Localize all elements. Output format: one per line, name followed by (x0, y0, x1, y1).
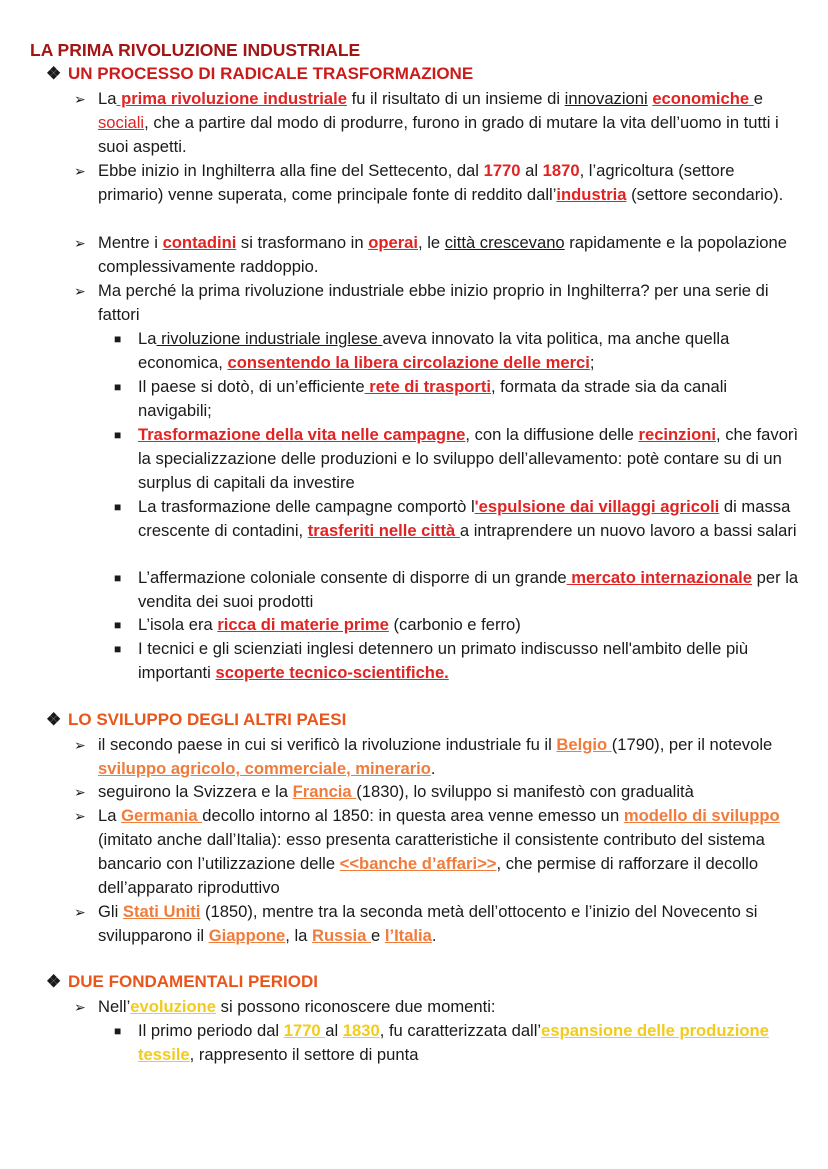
underlined-term: innovazioni (564, 89, 648, 108)
paragraph: ➢ La prima rivoluzione industriale fu il risultato di un insieme di innovazioni economiche e sociali, che a partire dal modo di produrre, furono in grado di mutare la vita dell’uomo in tutti i suoi aspetti. (74, 89, 779, 156)
underlined-term: città crescevano (444, 233, 565, 252)
highlight-term: recinzioni (638, 425, 716, 444)
highlight-date: 1870 (542, 161, 580, 180)
paragraph: ➢ Ma perché la prima rivoluzione industriale ebbe inizio proprio in Inghilterra? per una serie di fattori (74, 281, 769, 324)
highlight-term: contadini (162, 233, 237, 252)
list-item: ■ Il primo periodo dal 1770 al 1830, fu caratterizzata dall’espansione delle produzione tessile, rappresento il settore di punta (114, 1021, 769, 1064)
highlight-term: economiche (652, 89, 754, 108)
highlight-term: Germania (121, 806, 203, 825)
square-bullet-icon: ■ (114, 332, 122, 346)
arrow-bullet-icon: ➢ (74, 904, 86, 920)
highlight-term: Trasformazione della vita nelle campagne (138, 425, 466, 444)
highlight-term: l’Italia (384, 926, 432, 945)
arrow-bullet-icon: ➢ (74, 235, 86, 251)
highlight-term: Russia (311, 926, 371, 945)
square-bullet-icon: ■ (114, 642, 122, 656)
highlight-term: operai (368, 233, 418, 252)
list-item: ■ Trasformazione della vita nelle campagne, con la diffusione delle recinzioni, che favorì la specializzazione delle produzioni e lo sviluppo dell’allevamento: potè contare su di un surplus di capitali da investire (114, 425, 799, 492)
paragraph: ➢ Ebbe inizio in Inghilterra alla fine del Settecento, dal 1770 al 1870, l’agricoltura (settore primario) venne superata, come principale fonte di reddito dall’industria (settore secondario). (74, 161, 784, 204)
highlight-term: consentendo la libera circolazione delle merci (227, 353, 590, 372)
highlight-term: Giappone (208, 926, 286, 945)
highlight-term: rete di trasporti (364, 377, 491, 396)
arrow-bullet-icon: ➢ (74, 999, 86, 1015)
square-bullet-icon: ■ (114, 618, 122, 632)
highlight-term: <<banche d’affari>> (339, 854, 497, 873)
highlight-term: ricca di materie prime (217, 615, 389, 634)
section-heading-trasformazione (46, 64, 473, 84)
square-bullet-icon: ■ (114, 500, 122, 514)
square-bullet-icon: ■ (114, 428, 122, 442)
section-heading-periodi (46, 972, 318, 992)
section-heading-text: DUE FONDAMENTALI PERIODI (68, 972, 318, 991)
page-title: LA PRIMA RIVOLUZIONE INDUSTRIALE (30, 40, 361, 60)
highlight-term: espansione delle produzione tessile (138, 1021, 769, 1064)
highlight-term: modello di sviluppo (623, 806, 780, 825)
highlight-term: Stati Uniti (122, 902, 201, 921)
list-item: ■ Il paese si dotò, di un’efficiente rete di trasporti, formata da strade sia da canali navigabili; (114, 377, 728, 420)
paragraph: ➢ seguirono la Svizzera e la Francia (1830), lo sviluppo si manifestò con gradualità (98, 780, 803, 804)
paragraph: ➢ Gli Stati Uniti (1850), mentre tra la seconda metà dell’ottocento e l’inizio del Novecento si svilupparono il Giappone, la Russia e l’Italia. (74, 902, 758, 945)
arrow-bullet-icon: ➢ (74, 163, 86, 179)
section-heading-text: UN PROCESSO DI RADICALE TRASFORMAZIONE (68, 64, 474, 83)
highlight-term: trasferiti nelle città (307, 521, 460, 540)
highlight-term: scoperte tecnico-scientifiche. (215, 663, 449, 682)
highlight-term: sociali (98, 113, 145, 132)
diamond-bullet-icon: ❖ (46, 710, 62, 729)
highlight-date: 1770 (483, 161, 521, 180)
arrow-bullet-icon: ➢ (74, 91, 86, 107)
paragraph: ➢ La Germania decollo intorno al 1850: in questa area venne emesso un modello di sviluppo (imitato anche dall’Italia): esso presenta caratteristiche il consistente contributo del sistema bancario con l’utilizzazione delle <<banche d’affari>>, che permise di rafforzare il decollo dell’apparato riproduttivo (74, 806, 780, 897)
arrow-bullet-icon: ➢ (74, 784, 86, 800)
square-bullet-icon: ■ (114, 380, 122, 394)
list-item: ■ L’isola era ricca di materie prime (carbonio e ferro) (138, 613, 803, 637)
highlight-term: prima rivoluzione industriale (116, 89, 347, 108)
square-bullet-icon: ■ (114, 571, 122, 585)
diamond-bullet-icon: ❖ (46, 972, 62, 991)
highlight-term: sviluppo agricolo, commerciale, minerario (98, 759, 431, 778)
list-item: ■ L’affermazione coloniale consente di disporre di un grande mercato internazionale per la vendita dei suoi prodotti (114, 568, 799, 611)
list-item: ■ I tecnici e gli scienziati inglesi detennero un primato indiscusso nell'ambito delle più importanti scoperte tecnico-scientifiche. (114, 639, 749, 682)
section-heading-altri-paesi (46, 710, 346, 730)
highlight-term: Francia (292, 782, 357, 801)
highlight-term: industria (556, 185, 627, 204)
paragraph: ➢ Mentre i contadini si trasformano in operai, le città crescevano rapidamente e la popolazione complessivamente raddoppio. (74, 233, 787, 276)
list-item: ■ La rivoluzione industriale inglese aveva innovato la vita politica, ma anche quella economica, consentendo la libera circolazione delle merci; (114, 329, 730, 372)
highlight-term: mercato internazionale (566, 568, 753, 587)
section-heading-text: LO SVILUPPO DEGLI ALTRI PAESI (68, 710, 347, 729)
arrow-bullet-icon: ➢ (74, 737, 86, 753)
diamond-bullet-icon: ❖ (46, 64, 62, 83)
list-item: ■ La trasformazione delle campagne comportò l'espulsione dai villaggi agricoli di massa crescente di contadini, trasferiti nelle città a intraprendere un nuovo lavoro a bassi salari (114, 497, 797, 540)
paragraph: ➢ il secondo paese in cui si verificò la rivoluzione industriale fu il Belgio (1790), per il notevole sviluppo agricolo, commerciale, minerario. (74, 735, 773, 778)
highlight-term: Belgio (556, 735, 612, 754)
highlight-term: 'espulsione dai villaggi agricoli (474, 497, 720, 516)
highlight-term: evoluzione (130, 997, 217, 1016)
paragraph: ➢ Nell’evoluzione si possono riconoscere due momenti: (98, 995, 803, 1019)
underlined-term: rivoluzione industriale inglese (156, 329, 383, 348)
arrow-bullet-icon: ➢ (74, 808, 86, 824)
square-bullet-icon: ■ (114, 1024, 122, 1038)
highlight-date: 1770 (283, 1021, 326, 1040)
highlight-date: 1830 (342, 1021, 380, 1040)
arrow-bullet-icon: ➢ (74, 283, 86, 299)
